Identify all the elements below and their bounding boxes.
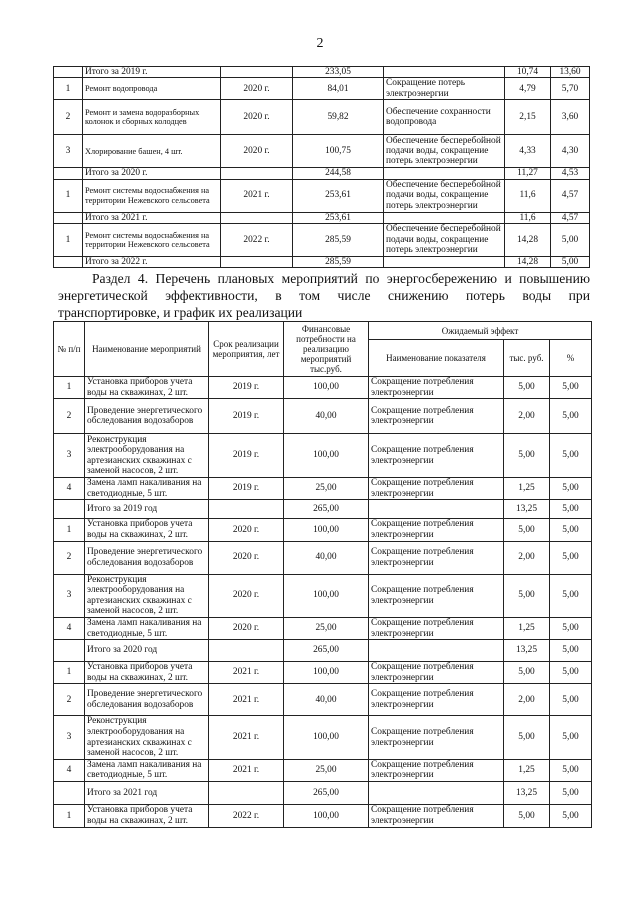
row-number: 1 — [54, 804, 85, 827]
measure-name: Замена ламп накаливания на светодиодные, 5 шт. — [85, 759, 209, 781]
effect-indicator — [384, 257, 505, 268]
section-heading-line-1: Раздел 4. Перечень плановых мероприятий по энергосбережению и повышению — [92, 271, 590, 286]
measure-name: Хлорирование башен, 4 шт. — [83, 135, 221, 168]
row-number: 3 — [54, 716, 85, 759]
term: 2021 г. — [209, 716, 284, 759]
table-row — [54, 224, 590, 257]
term — [221, 67, 293, 78]
term: 2020 г. — [209, 617, 284, 639]
effect-percent: 5,00 — [550, 759, 592, 781]
measure-name: Итого за 2022 г. — [83, 257, 221, 268]
cost: 25,00 — [284, 478, 369, 500]
effect-indicator — [369, 640, 504, 662]
row-number — [54, 640, 85, 662]
row-number — [54, 257, 83, 268]
measures-table — [53, 321, 592, 828]
header-num: № п/п — [54, 322, 85, 377]
row-number: 1 — [54, 179, 83, 212]
effect-thousand: 11,6 — [505, 179, 551, 212]
header-expected: Ожидаемый эффект — [369, 322, 592, 340]
cost: 100,00 — [284, 662, 369, 684]
table-row — [54, 684, 592, 716]
table-row — [54, 478, 592, 500]
row-number — [54, 500, 85, 519]
measure-name: Проведение энергетического обследования водозаборов — [85, 399, 209, 434]
measure-name: Реконструкция электрооборудования на артезианских скважинах с заменой насосов, 2 шт. — [85, 574, 209, 617]
measure-name: Проведение энергетического обследования водозаборов — [85, 684, 209, 716]
effect-percent: 5,00 — [550, 399, 592, 434]
measure-name: Реконструкция электрооборудования на артезианских скважинах с заменой насосов, 2 шт. — [85, 716, 209, 759]
row-number — [54, 67, 83, 78]
term: 2020 г. — [209, 574, 284, 617]
effect-percent: 5,00 — [550, 640, 592, 662]
cost: 253,61 — [293, 212, 384, 223]
effect-indicator: Сокращение потребления электроэнергии — [369, 434, 504, 478]
measure-name: Установка приборов учета воды на скважинах, 2 шт. — [85, 377, 209, 399]
effect-thousand: 11,27 — [505, 168, 551, 179]
table-row — [54, 716, 592, 759]
effect-percent: 5,00 — [550, 716, 592, 759]
cost: 25,00 — [284, 617, 369, 639]
term: 2020 г. — [221, 100, 293, 135]
effect-percent: 4,30 — [551, 135, 590, 168]
term: 2021 г. — [209, 662, 284, 684]
total-row — [54, 500, 592, 519]
term: 2020 г. — [209, 519, 284, 541]
term — [209, 640, 284, 662]
cost: 100,00 — [284, 716, 369, 759]
effect-indicator: Сокращение потребления электроэнергии — [369, 519, 504, 541]
header-term: Срок реализации мероприятия, лет — [209, 322, 284, 377]
effect-indicator: Сокращение потребления электроэнергии — [369, 684, 504, 716]
cost: 265,00 — [284, 500, 369, 519]
row-number: 1 — [54, 519, 85, 541]
measure-name: Замена ламп накаливания на светодиодные, 5 шт. — [85, 617, 209, 639]
effect-percent: 5,00 — [550, 377, 592, 399]
measure-name: Ремонт водопровода — [83, 78, 221, 100]
effect-thousand: 5,00 — [504, 804, 550, 827]
cost: 100,75 — [293, 135, 384, 168]
table-row — [54, 662, 592, 684]
measure-name: Установка приборов учета воды на скважинах, 2 шт. — [85, 519, 209, 541]
effect-thousand: 14,28 — [505, 257, 551, 268]
term — [209, 500, 284, 519]
section-heading — [58, 270, 590, 321]
row-number: 1 — [54, 78, 83, 100]
header-indicator: Наименование показателя — [369, 340, 504, 377]
table-row — [54, 541, 592, 574]
cost: 40,00 — [284, 399, 369, 434]
effect-percent: 5,00 — [551, 257, 590, 268]
effect-thousand: 5,00 — [504, 716, 550, 759]
measure-name: Ремонт и замена водоразборных колонок и сборных колодцев — [83, 100, 221, 135]
effect-thousand: 2,00 — [504, 399, 550, 434]
header-finance: Финансовые потребности на реализацию мероприятий тыс.руб. — [284, 322, 369, 377]
effect-indicator: Обеспечение бесперебойной подачи воды, сокращение потерь электроэнергии — [384, 135, 505, 168]
term: 2021 г. — [209, 759, 284, 781]
table-row — [54, 78, 590, 100]
effect-percent: 13,60 — [551, 67, 590, 78]
total-row — [54, 212, 590, 223]
table-row — [54, 574, 592, 617]
effect-thousand: 13,25 — [504, 500, 550, 519]
effect-thousand: 10,74 — [505, 67, 551, 78]
effect-thousand: 11,6 — [505, 212, 551, 223]
effect-percent: 4,57 — [551, 212, 590, 223]
row-number: 2 — [54, 541, 85, 574]
effect-indicator: Обеспечение бесперебойной подачи воды, сокращение потерь электроэнергии — [384, 179, 505, 212]
effect-percent: 5,00 — [550, 500, 592, 519]
effect-indicator — [384, 67, 505, 78]
cost: 100,00 — [284, 434, 369, 478]
table-row — [54, 804, 592, 827]
term: 2019 г. — [209, 478, 284, 500]
effect-indicator — [384, 168, 505, 179]
term: 2021 г. — [221, 179, 293, 212]
effect-indicator — [369, 500, 504, 519]
top-table — [53, 66, 590, 268]
page-number: 2 — [316, 36, 324, 51]
effect-thousand: 2,15 — [505, 100, 551, 135]
effect-percent: 5,70 — [551, 78, 590, 100]
measure-name: Итого за 2021 г. — [83, 212, 221, 223]
table-row — [54, 377, 592, 399]
effect-percent: 5,00 — [550, 684, 592, 716]
measure-name: Итого за 2019 год — [85, 500, 209, 519]
effect-thousand: 14,28 — [505, 224, 551, 257]
effect-percent: 4,53 — [551, 168, 590, 179]
term — [221, 168, 293, 179]
row-number: 4 — [54, 617, 85, 639]
cost: 253,61 — [293, 179, 384, 212]
cost: 285,59 — [293, 224, 384, 257]
term — [209, 781, 284, 804]
total-row — [54, 67, 590, 78]
effect-thousand: 2,00 — [504, 684, 550, 716]
effect-percent: 5,00 — [550, 662, 592, 684]
effect-percent: 5,00 — [550, 541, 592, 574]
effect-indicator: Сокращение потребления электроэнергии — [369, 804, 504, 827]
effect-thousand: 1,25 — [504, 617, 550, 639]
term: 2019 г. — [209, 399, 284, 434]
header-unit-percent: % — [550, 340, 592, 377]
effect-indicator: Сокращение потребления электроэнергии — [369, 478, 504, 500]
measure-name: Ремонт системы водоснабжения на территории Нежевского сельсовета — [83, 179, 221, 212]
effect-indicator: Сокращение потребления электроэнергии — [369, 617, 504, 639]
table-row — [54, 399, 592, 434]
effect-thousand: 5,00 — [504, 519, 550, 541]
cost: 100,00 — [284, 804, 369, 827]
table-row — [54, 759, 592, 781]
cost: 100,00 — [284, 574, 369, 617]
cost: 285,59 — [293, 257, 384, 268]
row-number: 3 — [54, 434, 85, 478]
row-number: 2 — [54, 684, 85, 716]
effect-indicator: Сокращение потребления электроэнергии — [369, 541, 504, 574]
effect-indicator: Сокращение потребления электроэнергии — [369, 377, 504, 399]
effect-indicator: Сокращение потребления электроэнергии — [369, 399, 504, 434]
table-row — [54, 519, 592, 541]
total-row — [54, 781, 592, 804]
header-unit-thousand: тыс. руб. — [504, 340, 550, 377]
effect-thousand: 4,33 — [505, 135, 551, 168]
effect-indicator: Обеспечение бесперебойной подачи воды, сокращение потерь электроэнергии — [384, 224, 505, 257]
measure-name: Итого за 2021 год — [85, 781, 209, 804]
effect-percent: 5,00 — [550, 478, 592, 500]
section-heading-line-3: транспортировке, и график их реализации — [58, 305, 303, 320]
effect-indicator — [384, 212, 505, 223]
measure-name: Ремонт системы водоснабжения на территории Нежевского сельсовета — [83, 224, 221, 257]
measure-name: Замена ламп накаливания на светодиодные, 5 шт. — [85, 478, 209, 500]
row-number: 4 — [54, 478, 85, 500]
effect-indicator: Сокращение потребления электроэнергии — [369, 716, 504, 759]
cost: 84,01 — [293, 78, 384, 100]
term: 2022 г. — [221, 224, 293, 257]
effect-thousand: 5,00 — [504, 377, 550, 399]
effect-percent: 5,00 — [550, 804, 592, 827]
term: 2020 г. — [221, 78, 293, 100]
row-number: 4 — [54, 759, 85, 781]
effect-thousand: 4,79 — [505, 78, 551, 100]
total-row — [54, 257, 590, 268]
table-row — [54, 179, 590, 212]
effect-thousand: 1,25 — [504, 478, 550, 500]
effect-percent: 5,00 — [550, 617, 592, 639]
row-number: 3 — [54, 135, 83, 168]
effect-percent: 5,00 — [551, 224, 590, 257]
effect-thousand: 5,00 — [504, 662, 550, 684]
cost: 244,58 — [293, 168, 384, 179]
cost: 40,00 — [284, 541, 369, 574]
effect-percent: 3,60 — [551, 100, 590, 135]
term: 2019 г. — [209, 377, 284, 399]
effect-thousand: 5,00 — [504, 574, 550, 617]
cost: 265,00 — [284, 781, 369, 804]
effect-thousand: 2,00 — [504, 541, 550, 574]
row-number: 3 — [54, 574, 85, 617]
cost: 233,05 — [293, 67, 384, 78]
table-row — [54, 434, 592, 478]
effect-indicator — [369, 781, 504, 804]
term: 2020 г. — [221, 135, 293, 168]
row-number: 2 — [54, 399, 85, 434]
effect-percent: 5,00 — [550, 781, 592, 804]
effect-percent: 5,00 — [550, 574, 592, 617]
effect-percent: 5,00 — [550, 434, 592, 478]
row-number: 2 — [54, 100, 83, 135]
measure-name: Проведение энергетического обследования водозаборов — [85, 541, 209, 574]
cost: 100,00 — [284, 519, 369, 541]
effect-thousand: 13,25 — [504, 781, 550, 804]
term — [221, 257, 293, 268]
measure-name: Итого за 2020 год — [85, 640, 209, 662]
cost: 100,00 — [284, 377, 369, 399]
table-row — [54, 617, 592, 639]
term: 2020 г. — [209, 541, 284, 574]
cost: 40,00 — [284, 684, 369, 716]
term: 2021 г. — [209, 684, 284, 716]
row-number: 1 — [54, 377, 85, 399]
total-row — [54, 640, 592, 662]
row-number — [54, 781, 85, 804]
row-number: 1 — [54, 224, 83, 257]
cost: 25,00 — [284, 759, 369, 781]
row-number — [54, 212, 83, 223]
table-row — [54, 100, 590, 135]
term: 2022 г. — [209, 804, 284, 827]
measure-name: Итого за 2019 г. — [83, 67, 221, 78]
effect-percent: 4,57 — [551, 179, 590, 212]
total-row — [54, 168, 590, 179]
effect-indicator: Обеспечение сохранности водопровода — [384, 100, 505, 135]
effect-indicator: Сокращение потребления электроэнергии — [369, 759, 504, 781]
row-number: 1 — [54, 662, 85, 684]
term — [221, 212, 293, 223]
effect-thousand: 13,25 — [504, 640, 550, 662]
header-name: Наименование мероприятий — [85, 322, 209, 377]
effect-thousand: 5,00 — [504, 434, 550, 478]
effect-indicator: Сокращение потребления электроэнергии — [369, 574, 504, 617]
term: 2019 г. — [209, 434, 284, 478]
effect-percent: 5,00 — [550, 519, 592, 541]
measure-name: Реконструкция электрооборудования на артезианских скважинах с заменой насосов, 2 шт. — [85, 434, 209, 478]
measure-name: Установка приборов учета воды на скважинах, 2 шт. — [85, 804, 209, 827]
effect-indicator: Сокращение потерь электроэнергии — [384, 78, 505, 100]
effect-thousand: 1,25 — [504, 759, 550, 781]
effect-indicator: Сокращение потребления электроэнергии — [369, 662, 504, 684]
measure-name: Установка приборов учета воды на скважинах, 2 шт. — [85, 662, 209, 684]
table-row — [54, 135, 590, 168]
measure-name: Итого за 2020 г. — [83, 168, 221, 179]
row-number — [54, 168, 83, 179]
section-heading-line-2: энергетической эффективности, в том числе снижению потерь воды при — [58, 288, 590, 303]
cost: 59,82 — [293, 100, 384, 135]
cost: 265,00 — [284, 640, 369, 662]
